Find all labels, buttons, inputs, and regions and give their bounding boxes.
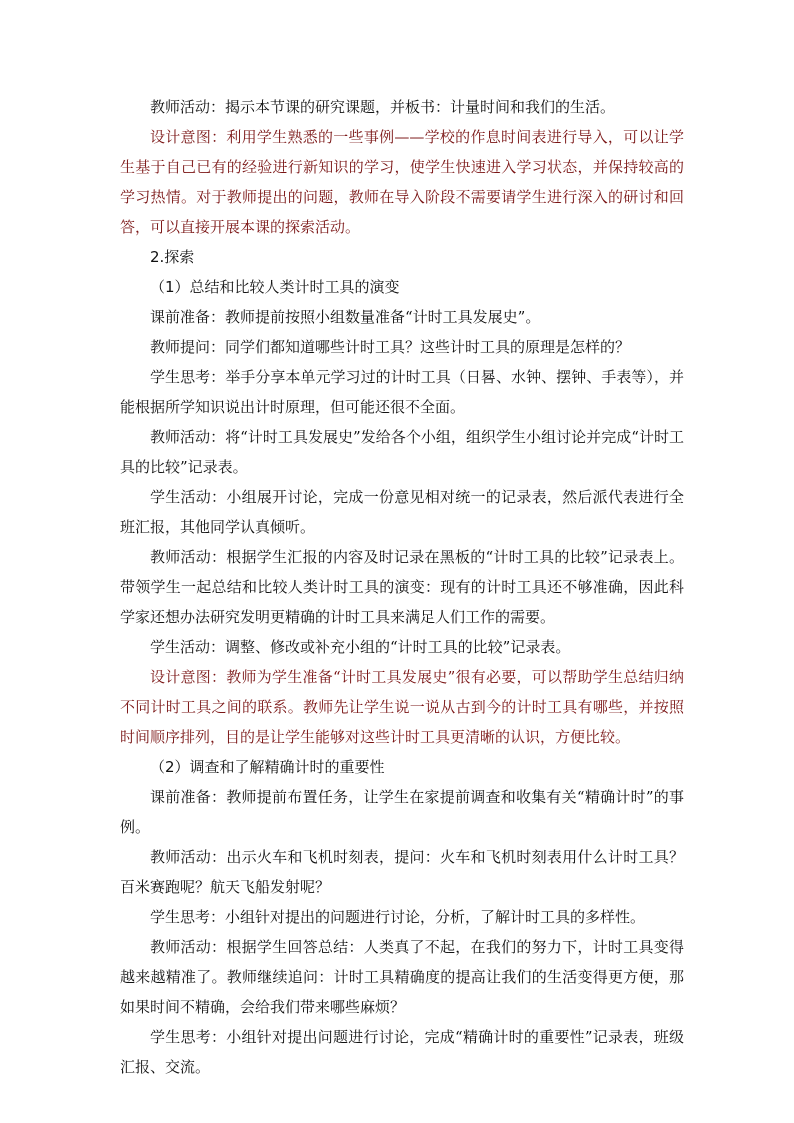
body-paragraph: 教师活动：根据学生回答总结：人类真了不起，在我们的努力下，计时工具变得越来越精准了。教师继续追问：计时工具精确度的提高让我们的生活变得更方便，那如果时间不精确，会给我们带来哪些麻烦？ [120, 938, 684, 1016]
body-paragraph: 学生思考：小组针对提出问题进行讨论，完成“精确计时的重要性”记录表，班级汇报、交流。 [120, 1028, 684, 1076]
body-paragraph: 教师提问：同学们都知道哪些计时工具？这些计时工具的原理是怎样的？ [150, 338, 631, 356]
body-paragraph: 课前准备：教师提前按照小组数量准备“计时工具发展史”。 [150, 308, 541, 326]
section-heading: 2.探索 [150, 248, 195, 266]
section-heading: （2）调查和了解精确计时的重要性 [150, 758, 385, 776]
body-paragraph: 教师活动：揭示本节课的研究课题，并板书：计量时间和我们的生活。 [150, 98, 616, 116]
body-paragraph: 学生活动：小组展开讨论，完成一份意见相对统一的记录表，然后派代表进行全班汇报，其他同学认真倾听。 [120, 488, 684, 536]
body-paragraph: 学生思考：举手分享本单元学习过的计时工具（日晷、水钟、摆钟、手表等），并能根据所学知识说出计时原理，但可能还很不全面。 [120, 368, 684, 416]
document-body [120, 92, 684, 1082]
design-intent-paragraph: 设计意图：利用学生熟悉的一些事例——学校的作息时间表进行导入，可以让学生基于自己已有的经验进行新知识的学习，使学生快速进入学习状态，并保持较高的学习热情。对于教师提出的问题，教师在导入阶段不需要请学生进行深入的研讨和回答，可以直接开展本课的探索活动。 [120, 128, 684, 236]
body-paragraph: 课前准备：教师提前布置任务，让学生在家提前调查和收集有关“精确计时”的事例。 [120, 788, 684, 836]
section-heading: （1）总结和比较人类计时工具的演变 [150, 278, 400, 296]
body-paragraph: 学生活动：调整、修改或补充小组的“计时工具的比较”记录表。 [150, 638, 571, 656]
body-paragraph: 教师活动：根据学生汇报的内容及时记录在黑板的“计时工具的比较”记录表上。带领学生一起总结和比较人类计时工具的演变：现有的计时工具还不够准确，因此科学家还想办法研究发明更精确的计时工具来满足人们工作的需要。 [120, 548, 684, 626]
body-paragraph: 学生思考：小组针对提出的问题进行讨论，分析，了解计时工具的多样性。 [150, 908, 646, 926]
design-intent-paragraph: 设计意图：教师为学生准备“计时工具发展史”很有必要，可以帮助学生总结归纳不同计时工具之间的联系。教师先让学生说一说从古到今的计时工具有哪些，并按照时间顺序排列，目的是让学生能够对这些计时工具更清晰的认识，方便比较。 [120, 668, 684, 746]
body-paragraph: 教师活动：出示火车和飞机时刻表，提问：火车和飞机时刻表用什么计时工具？百米赛跑呢？航天飞船发射呢？ [120, 848, 684, 896]
body-paragraph: 教师活动：将“计时工具发展史”发给各个小组，组织学生小组讨论并完成“计时工具的比较”记录表。 [120, 428, 684, 476]
